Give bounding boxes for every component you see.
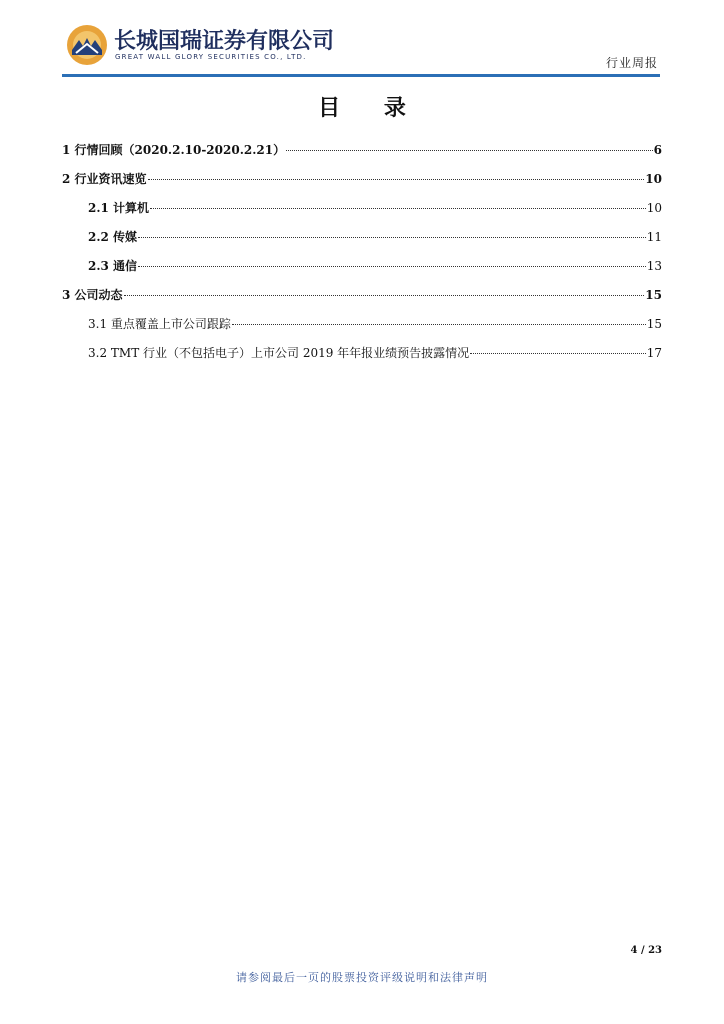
toc-entry-page: 6 bbox=[653, 143, 662, 157]
toc-entry-2-2[interactable] bbox=[62, 223, 662, 252]
toc-leader-dots bbox=[138, 236, 646, 238]
toc-entry-label: 2.1 计算机 bbox=[88, 201, 150, 215]
toc-leader-dots bbox=[286, 149, 653, 151]
toc-entry-page: 17 bbox=[646, 346, 662, 360]
footer-disclaimer: 请参阅最后一页的股票投资评级说明和法律声明 bbox=[236, 971, 488, 984]
toc-entry-1[interactable] bbox=[62, 136, 662, 165]
toc-entry-label: 2.3 通信 bbox=[88, 259, 138, 273]
toc-leader-dots bbox=[232, 323, 646, 325]
toc-title: 目 录 bbox=[318, 96, 424, 121]
toc-entry-page: 15 bbox=[645, 288, 662, 302]
table-of-contents bbox=[62, 136, 662, 368]
toc-leader-dots bbox=[150, 207, 646, 209]
toc-entry-page: 10 bbox=[645, 172, 662, 186]
toc-entry-page: 13 bbox=[646, 259, 662, 273]
toc-entry-label: 2.2 传媒 bbox=[88, 230, 138, 244]
page-number: 4 / 23 bbox=[630, 945, 662, 956]
brand-name-cn: 长城国瑞证券有限公司 bbox=[114, 29, 335, 54]
toc-leader-dots bbox=[124, 294, 645, 296]
page-header bbox=[62, 22, 660, 78]
toc-entry-2-3[interactable] bbox=[62, 252, 662, 281]
toc-entry-label: 2 行业资讯速览 bbox=[62, 172, 147, 186]
toc-leader-dots bbox=[148, 178, 645, 180]
toc-entry-label: 3 公司动态 bbox=[62, 288, 123, 302]
toc-entry-3-1[interactable] bbox=[62, 310, 662, 339]
toc-entry-page: 11 bbox=[646, 230, 662, 244]
toc-entry-2[interactable] bbox=[62, 165, 662, 194]
great-wall-glory-logo-icon bbox=[66, 24, 108, 66]
header-rule bbox=[62, 74, 660, 77]
toc-leader-dots bbox=[470, 352, 646, 354]
toc-entry-2-1[interactable] bbox=[62, 194, 662, 223]
toc-entry-page: 15 bbox=[646, 317, 662, 331]
toc-entry-label: 3.2 TMT 行业（不包括电子）上市公司 2019 年年报业绩预告披露情况 bbox=[88, 346, 470, 360]
toc-entry-3-2[interactable] bbox=[62, 339, 662, 368]
toc-entry-3[interactable] bbox=[62, 281, 662, 310]
report-type-label: 行业周报 bbox=[605, 56, 658, 70]
toc-leader-dots bbox=[138, 265, 646, 267]
brand-name-en: GREAT WALL GLORY SECURITIES CO., LTD. bbox=[115, 53, 307, 61]
toc-entry-label: 3.1 重点覆盖上市公司跟踪 bbox=[88, 317, 231, 331]
toc-entry-label: 1 行情回顾（2020.2.10-2020.2.21） bbox=[62, 143, 286, 157]
toc-entry-page: 10 bbox=[646, 201, 662, 215]
